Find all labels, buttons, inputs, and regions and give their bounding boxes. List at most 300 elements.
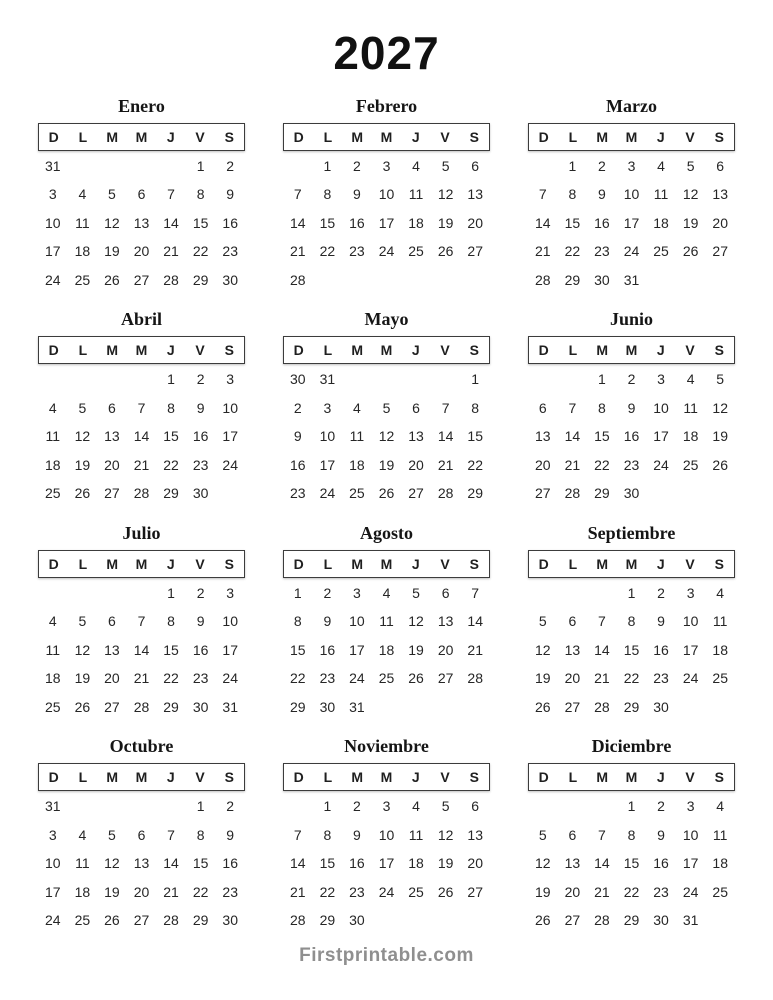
day-cell: 20 <box>564 883 581 900</box>
weekday-label: L <box>568 555 578 572</box>
day-cell: 12 <box>74 428 91 445</box>
weekday-label: M <box>106 769 119 786</box>
day-cell: 10 <box>653 399 669 416</box>
week-row <box>528 636 735 665</box>
week-row <box>38 266 245 295</box>
weekday-label: S <box>469 128 480 145</box>
weekday-label: L <box>323 128 333 145</box>
day-cell: 19 <box>408 641 424 658</box>
day-cell: 12 <box>682 186 699 203</box>
week-row <box>283 792 490 821</box>
day-cell: 17 <box>222 428 238 445</box>
weeks <box>283 792 490 935</box>
day-cell: 1 <box>167 584 175 601</box>
weekday-label: D <box>538 342 549 359</box>
day-cell: 27 <box>104 485 120 502</box>
day-cell: 2 <box>627 371 636 388</box>
weekday-label: M <box>135 769 148 786</box>
week-row <box>283 821 490 850</box>
day-cell: 25 <box>74 271 91 288</box>
day-cell: 20 <box>467 855 483 872</box>
day-cell: 2 <box>323 584 332 601</box>
week-row <box>38 792 245 821</box>
week-row <box>528 849 735 878</box>
day-cell: 15 <box>163 428 179 445</box>
day-cell: 27 <box>564 912 581 929</box>
day-cell: 10 <box>378 186 395 203</box>
day-cell: 7 <box>598 613 606 630</box>
day-cell: 23 <box>192 456 209 473</box>
day-cell: 2 <box>353 157 361 174</box>
weekday-header-row <box>38 123 245 151</box>
day-cell: 10 <box>319 428 336 445</box>
day-cell: 22 <box>594 456 610 473</box>
weekday-label: S <box>469 342 480 359</box>
weekday-label: J <box>656 128 665 145</box>
day-cell: 8 <box>598 399 606 416</box>
day-cell: 15 <box>467 428 483 445</box>
month-block <box>528 95 735 295</box>
weekday-label: S <box>469 555 480 572</box>
day-cell: 26 <box>437 883 454 900</box>
weekday-label: S <box>469 769 480 786</box>
day-cell: 5 <box>686 157 695 174</box>
month-title: Junio <box>609 309 654 330</box>
day-cell: 25 <box>682 456 699 473</box>
weekday-label: M <box>596 342 609 359</box>
day-cell: 4 <box>48 613 57 630</box>
day-cell: 2 <box>226 157 235 174</box>
weekday-label: L <box>323 555 333 572</box>
week-row <box>283 878 490 907</box>
day-cell: 9 <box>657 826 665 843</box>
week-row <box>38 579 245 608</box>
day-cell: 2 <box>353 798 361 815</box>
day-cell: 26 <box>534 912 551 929</box>
day-cell: 16 <box>594 214 610 231</box>
day-cell: 6 <box>108 613 116 630</box>
day-cell: 22 <box>319 883 336 900</box>
day-cell: 10 <box>349 613 365 630</box>
day-cell: 7 <box>167 826 175 843</box>
day-cell: 29 <box>623 698 640 715</box>
day-cell: 20 <box>408 456 424 473</box>
day-cell: 11 <box>379 613 394 630</box>
week-row <box>283 607 490 636</box>
week-row <box>283 180 490 209</box>
day-cell: 8 <box>196 826 205 843</box>
day-cell: 2 <box>598 157 606 174</box>
day-cell: 10 <box>682 613 699 630</box>
day-cell: 26 <box>104 912 120 929</box>
weekday-label: J <box>656 555 665 572</box>
day-cell: 25 <box>653 243 669 260</box>
day-cell: 3 <box>686 798 695 815</box>
weekday-label: M <box>106 342 119 359</box>
day-cell: 13 <box>712 186 728 203</box>
day-cell: 19 <box>437 214 454 231</box>
day-cell: 8 <box>167 399 175 416</box>
day-cell: 16 <box>192 428 209 445</box>
day-cell: 23 <box>192 670 209 687</box>
week-row <box>528 878 735 907</box>
day-cell: 20 <box>104 456 120 473</box>
day-cell: 30 <box>289 371 306 388</box>
day-cell: 5 <box>78 613 87 630</box>
day-cell: 17 <box>44 243 61 260</box>
week-row <box>528 792 735 821</box>
weekday-label: J <box>166 769 175 786</box>
weekday-label: M <box>596 769 609 786</box>
day-cell: 15 <box>623 641 640 658</box>
day-cell: 19 <box>437 855 454 872</box>
day-cell: 25 <box>712 670 728 687</box>
day-cell: 28 <box>534 271 551 288</box>
weekday-header-row <box>283 336 490 364</box>
week-row <box>283 365 490 394</box>
day-cell: 22 <box>192 243 209 260</box>
day-cell: 15 <box>192 855 209 872</box>
day-cell: 14 <box>534 214 551 231</box>
day-cell: 10 <box>44 214 61 231</box>
week-row <box>38 479 245 508</box>
week-row <box>283 636 490 665</box>
day-cell: 14 <box>467 613 483 630</box>
day-cell: 3 <box>226 371 235 388</box>
day-cell: 17 <box>222 641 238 658</box>
weekday-label: V <box>685 342 695 359</box>
day-cell: 19 <box>534 670 551 687</box>
day-cell: 8 <box>568 186 577 203</box>
day-cell: 28 <box>133 485 150 502</box>
week-row <box>283 479 490 508</box>
week-row <box>283 237 490 266</box>
week-row <box>528 479 735 508</box>
weekday-label: D <box>293 769 304 786</box>
day-cell: 15 <box>594 428 610 445</box>
day-cell: 9 <box>323 613 332 630</box>
weekday-label: J <box>166 555 175 572</box>
day-cell: 6 <box>568 826 577 843</box>
day-cell: 20 <box>104 670 120 687</box>
day-cell: 8 <box>627 826 636 843</box>
month-title: Abril <box>120 309 162 330</box>
weekday-label: S <box>224 769 235 786</box>
weekday-label: D <box>293 342 304 359</box>
day-cell: 29 <box>163 698 179 715</box>
week-row <box>38 906 245 935</box>
day-cell: 11 <box>683 399 698 416</box>
day-cell: 28 <box>594 912 610 929</box>
day-cell: 23 <box>349 243 365 260</box>
day-cell: 30 <box>594 271 610 288</box>
day-cell: 24 <box>44 271 61 288</box>
weekday-label: D <box>293 555 304 572</box>
day-cell: 24 <box>378 883 395 900</box>
weekday-label: J <box>656 769 665 786</box>
weekday-label: M <box>596 555 609 572</box>
weekday-label: S <box>714 128 725 145</box>
day-cell: 12 <box>534 641 551 658</box>
weekday-label: D <box>48 555 59 572</box>
day-cell: 4 <box>686 371 695 388</box>
weekday-label: M <box>380 555 393 572</box>
day-cell: 7 <box>441 399 450 416</box>
day-cell: 5 <box>108 186 116 203</box>
day-cell: 12 <box>104 855 120 872</box>
day-cell: 19 <box>682 214 699 231</box>
day-cell: 3 <box>323 399 332 416</box>
weekday-label: M <box>380 769 393 786</box>
weekday-label: V <box>440 342 450 359</box>
day-cell: 5 <box>716 371 725 388</box>
day-cell: 28 <box>133 698 150 715</box>
week-row <box>283 394 490 423</box>
day-cell: 23 <box>222 243 238 260</box>
day-cell: 21 <box>594 670 610 687</box>
weeks <box>528 152 735 295</box>
day-cell: 11 <box>75 214 90 231</box>
weekday-label: L <box>78 555 88 572</box>
day-cell: 3 <box>382 157 391 174</box>
day-cell: 27 <box>104 698 120 715</box>
weekday-label: L <box>78 128 88 145</box>
weeks <box>38 792 245 935</box>
day-cell: 11 <box>712 826 728 843</box>
day-cell: 12 <box>712 399 728 416</box>
day-cell: 14 <box>133 428 150 445</box>
day-cell: 4 <box>716 798 725 815</box>
weekday-label: D <box>538 555 549 572</box>
weekday-label: J <box>166 128 175 145</box>
weekday-header-row <box>283 123 490 151</box>
week-row <box>38 878 245 907</box>
day-cell: 22 <box>163 670 179 687</box>
month-title: Noviembre <box>344 736 429 757</box>
day-cell: 8 <box>471 399 480 416</box>
weekday-label: S <box>224 555 235 572</box>
weeks <box>528 579 735 722</box>
weekday-label: V <box>440 769 450 786</box>
weekday-header-row <box>38 763 245 791</box>
day-cell: 10 <box>378 826 395 843</box>
month-title: Febrero <box>355 95 418 116</box>
day-cell: 24 <box>319 485 336 502</box>
day-cell: 6 <box>471 798 480 815</box>
day-cell: 21 <box>534 243 551 260</box>
day-cell: 4 <box>412 798 420 815</box>
day-cell: 2 <box>196 584 205 601</box>
day-cell: 8 <box>323 826 332 843</box>
weekday-label: V <box>685 555 695 572</box>
day-cell: 13 <box>564 641 581 658</box>
day-cell: 27 <box>133 271 150 288</box>
day-cell: 28 <box>289 912 306 929</box>
day-cell: 11 <box>653 186 669 203</box>
day-cell: 13 <box>564 855 581 872</box>
day-cell: 20 <box>712 214 728 231</box>
weekday-label: S <box>224 128 235 145</box>
day-cell: 16 <box>653 641 669 658</box>
week-row <box>38 451 245 480</box>
day-cell: 28 <box>289 271 306 288</box>
day-cell: 30 <box>349 912 365 929</box>
week-row <box>528 180 735 209</box>
day-cell: 18 <box>653 214 669 231</box>
day-cell: 16 <box>623 428 640 445</box>
weekday-header-row <box>528 336 735 364</box>
day-cell: 27 <box>467 243 483 260</box>
day-cell: 8 <box>293 613 302 630</box>
day-cell: 3 <box>657 371 665 388</box>
day-cell: 7 <box>598 826 606 843</box>
day-cell: 30 <box>653 698 669 715</box>
day-cell: 23 <box>222 883 238 900</box>
day-cell: 25 <box>44 698 61 715</box>
day-cell: 10 <box>682 826 699 843</box>
weekday-label: V <box>440 555 450 572</box>
weekday-header-row <box>528 123 735 151</box>
month-title: Agosto <box>360 522 413 543</box>
week-row <box>528 821 735 850</box>
weekday-header-row <box>38 336 245 364</box>
day-cell: 16 <box>222 214 238 231</box>
day-cell: 4 <box>382 584 391 601</box>
day-cell: 9 <box>353 186 361 203</box>
day-cell: 11 <box>408 826 424 843</box>
weekday-label: D <box>293 128 304 145</box>
day-cell: 26 <box>74 698 91 715</box>
day-cell: 6 <box>538 399 547 416</box>
day-cell: 14 <box>594 855 610 872</box>
day-cell: 23 <box>349 883 365 900</box>
weekday-label: L <box>323 769 333 786</box>
month-block <box>38 522 245 722</box>
day-cell: 17 <box>319 456 336 473</box>
month-title: Marzo <box>606 95 657 116</box>
day-cell: 17 <box>44 883 61 900</box>
day-cell: 4 <box>353 399 361 416</box>
day-cell: 9 <box>353 826 361 843</box>
day-cell: 22 <box>623 883 640 900</box>
weeks <box>38 152 245 295</box>
day-cell: 22 <box>163 456 179 473</box>
weekday-header-row <box>38 550 245 578</box>
day-cell: 12 <box>534 855 551 872</box>
week-row <box>283 664 490 693</box>
month-block <box>283 308 490 508</box>
day-cell: 18 <box>74 883 91 900</box>
day-cell: 16 <box>349 855 365 872</box>
day-cell: 18 <box>44 670 61 687</box>
day-cell: 15 <box>163 641 179 658</box>
day-cell: 7 <box>538 186 547 203</box>
day-cell: 15 <box>623 855 640 872</box>
day-cell: 6 <box>412 399 420 416</box>
week-row <box>283 209 490 238</box>
weekday-label: V <box>440 128 450 145</box>
day-cell: 13 <box>133 855 150 872</box>
weekday-label: M <box>625 555 638 572</box>
day-cell: 1 <box>471 371 480 388</box>
day-cell: 11 <box>408 186 424 203</box>
month-block <box>38 308 245 508</box>
day-cell: 10 <box>44 855 61 872</box>
day-cell: 27 <box>712 243 728 260</box>
day-cell: 16 <box>653 855 669 872</box>
day-cell: 13 <box>408 428 424 445</box>
day-cell: 24 <box>378 243 395 260</box>
weekday-label: J <box>411 342 420 359</box>
day-cell: 8 <box>196 186 205 203</box>
day-cell: 2 <box>226 798 235 815</box>
day-cell: 14 <box>289 855 306 872</box>
day-cell: 19 <box>712 428 728 445</box>
day-cell: 31 <box>319 371 336 388</box>
day-cell: 15 <box>319 855 336 872</box>
day-cell: 7 <box>568 399 577 416</box>
weekday-header-row <box>528 550 735 578</box>
day-cell: 11 <box>349 428 365 445</box>
day-cell: 19 <box>378 456 395 473</box>
weekday-label: M <box>135 342 148 359</box>
day-cell: 17 <box>623 214 640 231</box>
day-cell: 18 <box>74 243 91 260</box>
day-cell: 22 <box>623 670 640 687</box>
day-cell: 3 <box>353 584 361 601</box>
weekday-label: M <box>351 342 364 359</box>
day-cell: 16 <box>349 214 365 231</box>
day-cell: 29 <box>564 271 581 288</box>
weekday-label: M <box>625 342 638 359</box>
day-cell: 7 <box>137 613 146 630</box>
day-cell: 24 <box>44 912 61 929</box>
day-cell: 7 <box>167 186 175 203</box>
day-cell: 25 <box>74 912 91 929</box>
weekday-label: V <box>195 769 205 786</box>
week-row <box>283 693 490 722</box>
day-cell: 4 <box>78 826 87 843</box>
weekday-header-row <box>283 550 490 578</box>
day-cell: 9 <box>196 399 205 416</box>
day-cell: 16 <box>222 855 238 872</box>
day-cell: 2 <box>657 584 665 601</box>
day-cell: 9 <box>226 186 235 203</box>
day-cell: 6 <box>716 157 725 174</box>
day-cell: 8 <box>627 613 636 630</box>
day-cell: 15 <box>192 214 209 231</box>
weekday-label: M <box>135 555 148 572</box>
day-cell: 20 <box>437 641 454 658</box>
day-cell: 16 <box>319 641 336 658</box>
day-cell: 20 <box>534 456 551 473</box>
weekday-label: S <box>224 342 235 359</box>
day-cell: 13 <box>104 428 120 445</box>
day-cell: 9 <box>196 613 205 630</box>
day-cell: 23 <box>594 243 610 260</box>
day-cell: 4 <box>48 399 57 416</box>
day-cell: 30 <box>222 912 238 929</box>
day-cell: 28 <box>564 485 581 502</box>
day-cell: 19 <box>74 670 91 687</box>
day-cell: 18 <box>378 641 395 658</box>
day-cell: 25 <box>712 883 728 900</box>
day-cell: 18 <box>712 855 728 872</box>
day-cell: 5 <box>538 826 547 843</box>
day-cell: 2 <box>293 399 302 416</box>
day-cell: 23 <box>319 670 336 687</box>
day-cell: 18 <box>44 456 61 473</box>
